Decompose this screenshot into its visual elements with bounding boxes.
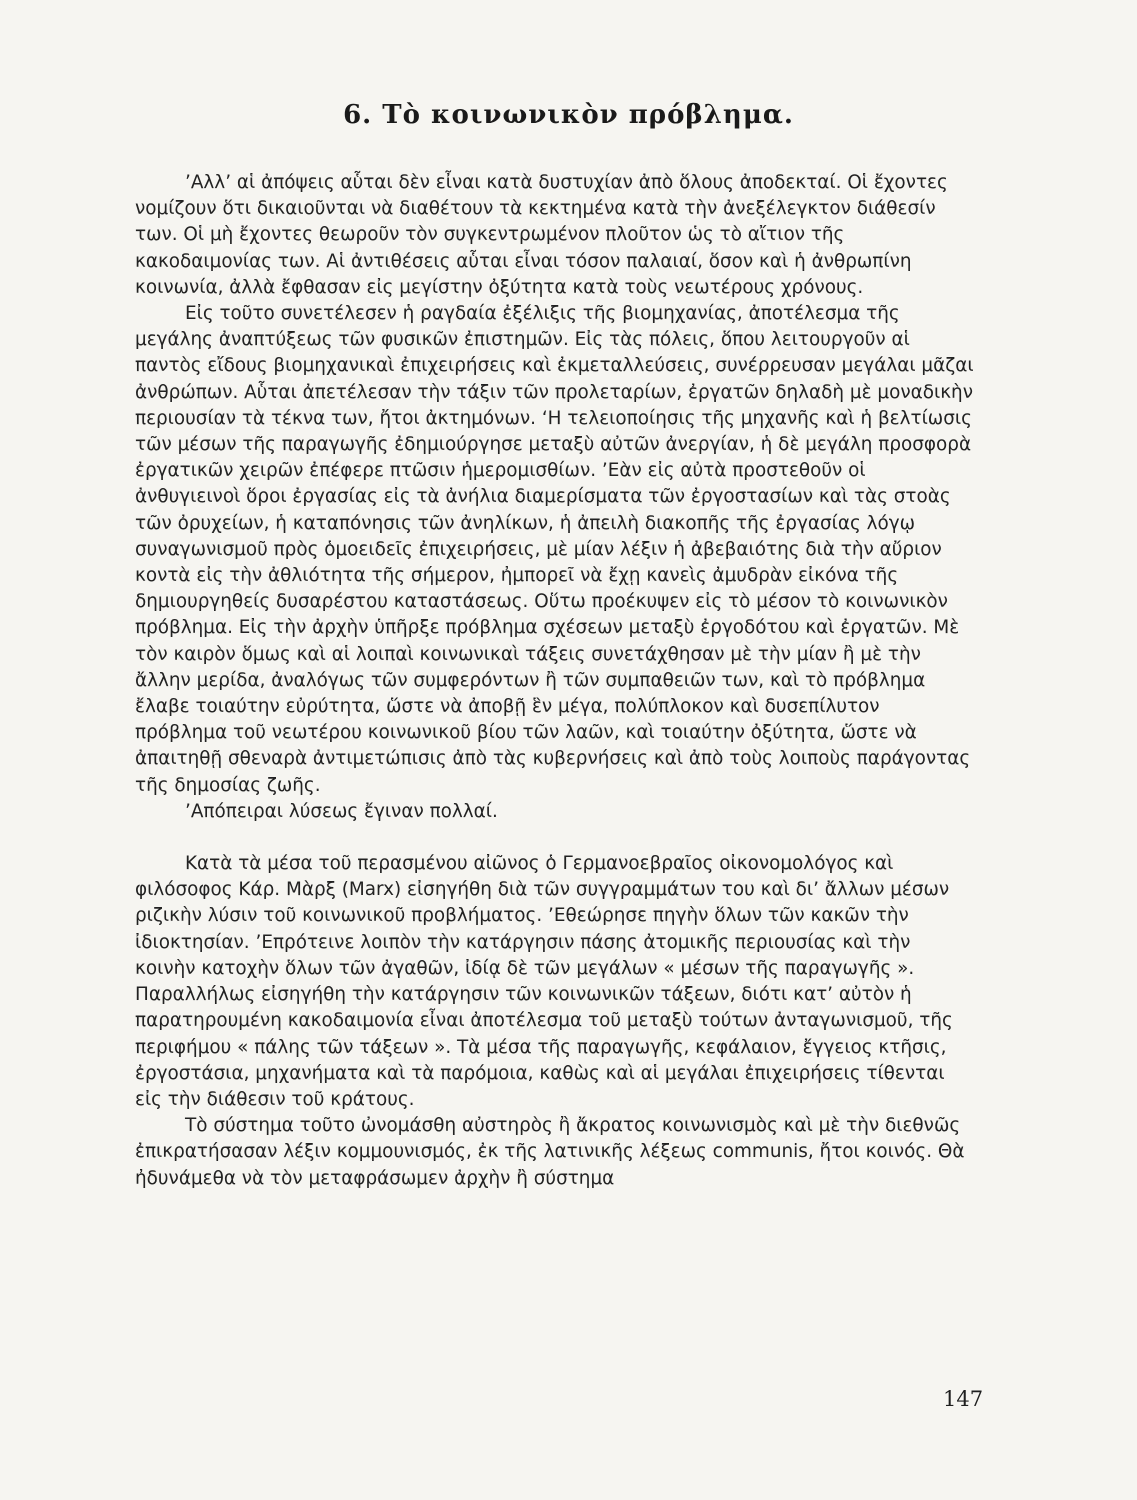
body-text — [135, 170, 975, 1192]
page-number: 147 — [943, 1387, 984, 1411]
paragraph: ’Αλλ’ αἱ ἀπόψεις αὗται δὲν εἶναι κατὰ δυστυχίαν ἀπὸ ὅλους ἀποδεκταί. Οἱ ἔχοντες νομίζουν ὅτι δικαιοῦνται νὰ διαθέτουν τὰ κεκτημένα κατὰ τὴν ἀνεξέλεγκτον διάθεσίν των. Οἱ μὴ ἔχοντες θεωροῦν τὸν συγκεντρωμένον πλοῦτον ὡς τὸ αἴτιον τῆς κακοδαιμονίας των. Αἱ ἀντιθέσεις αὗται εἶναι τόσον παλαιαί, ὅσον καὶ ἡ ἀνθρωπίνη κοινωνία, ἀλλὰ ἔφθασαν εἰς μεγίστην ὀξύτητα κατὰ τοὺς νεωτέρους χρόνους. — [135, 172, 948, 298]
paragraph: Κατὰ τὰ μέσα τοῦ περασμένου αἰῶνος ὁ Γερμανοεβραῖος οἰκονομολόγος καὶ φιλόσοφος Κάρ. Μὰρξ (Marx) εἰσηγήθη διὰ τῶν συγγραμμάτων του καὶ δι’ ἄλλων μέσων ριζικὴν λύσιν τοῦ κοινωνικοῦ προβλήματος. ’Εθεώρησε πηγὴν ὅλων τῶν κακῶν τὴν ἰδιοκτησίαν. ’Επρότεινε λοιπὸν τὴν κατάργησιν πάσης ἀτομικῆς περιουσίας καὶ τὴν κοινὴν κατοχὴν ὅλων τῶν ἀγαθῶν, ἰδίᾳ δὲ τῶν μεγάλων « μέσων τῆς παραγωγῆς ». Παραλλήλως εἰσηγήθη τὴν κατάργησιν τῶν κοινωνικῶν τάξεων, διότι κατ’ αὐτὸν ἡ παρατηρουμένη κακοδαιμονία εἶναι ἀποτέλεσμα τοῦ μεταξὺ τούτων ἀνταγωνισμοῦ, τῆς περιφήμου « πάλης τῶν τάξεων ». Τὰ μέσα τῆς παραγωγῆς, κεφάλαιον, ἔγγειος κτῆσις, ἐργοστάσια, μηχανήματα καὶ τὰ παρόμοια, καθὼς καὶ αἱ μεγάλαι ἐπιχειρήσεις τίθενται εἰς τὴν διάθεσιν τοῦ κράτους. — [135, 853, 953, 1110]
paragraph: Τὸ σύστημα τοῦτο ὠνομάσθη αὐστηρὸς ἢ ἄκρατος κοινωνισμὸς καὶ μὲ τὴν διεθνῶς ἐπικρατήσασαν λέξιν κομμουνισμός, ἐκ τῆς λατινικῆς λέξεως communis, ἤτοι κοινός. Θὰ ἠδυνάμεθα νὰ τὸν μεταφράσωμεν ἀρχὴν ἢ σύστημα — [135, 1115, 965, 1189]
paragraph: Εἰς τοῦτο συνετέλεσεν ἡ ραγδαία ἐξέλιξις τῆς βιομηχανίας, ἀποτέλεσμα τῆς μεγάλης ἀναπτύξεως τῶν φυσικῶν ἐπιστημῶν. Εἰς τὰς πόλεις, ὅπου λειτουργοῦν αἱ παντὸς εἴδους βιομηχανικαὶ ἐπιχειρήσεις καὶ ἐκμεταλλεύσεις, συνέρρευσαν μεγάλαι μᾶζαι ἀνθρώπων. Αὗται ἀπετέλεσαν τὴν τάξιν τῶν προλεταρίων, ἐργατῶν δηλαδὴ μὲ μοναδικὴν περιουσίαν τὰ τέκνα των, ἤτοι ἀκτημόνων. ‘Η τελειοποίησις τῆς μηχανῆς καὶ ἡ βελτίωσις τῶν μέσων τῆς παραγωγῆς ἐδημιούργησε μεταξὺ αὐτῶν ἀνεργίαν, ἡ δὲ μεγάλη προσφορὰ ἐργατικῶν χειρῶν ἐπέφερε πτῶσιν ἡμερομισθίων. ’Εὰν εἰς αὐτὰ προστεθοῦν οἱ ἀνθυγιεινοὶ ὅροι ἐργασίας εἰς τὰ ἀνήλια διαμερίσματα τῶν ἐργοστασίων καὶ τὰς στοὰς τῶν ὀρυχείων, ἡ καταπόνησις τῶν ἀνηλίκων, ἡ ἀπειλὴ διακοπῆς τῆς ἐργασίας λόγῳ συναγωνισμοῦ πρὸς ὁμοειδεῖς ἐπιχειρήσεις, μὲ μίαν λέξιν ἡ ἀβεβαιότης διὰ τὴν αὔριον κοντὰ εἰς τὴν ἀθλιότητα τῆς σήμερον, ἠμπορεῖ νὰ ἔχῃ κανεὶς ἀμυδρὰν εἰκόνα τῆς δημιουργηθείς δυσαρέστου καταστάσεως. Οὕτω προέκυψεν εἰς τὸ μέσον τὸ κοινωνικὸν πρόβλημα. Εἰς τὴν ἀρχὴν ὑπῆρξε πρόβλημα σχέσεων μεταξὺ ἐργοδότου καὶ ἐργατῶν. Μὲ τὸν καιρὸν ὅμως καὶ αἱ λοιπαὶ κοινωνικαὶ τάξεις συνετάχθησαν μὲ τὴν μίαν ἢ μὲ τὴν ἄλλην μερίδα, ἀναλόγως τῶν συμφερόντων ἢ τῶν συμπαθειῶν των, καὶ τὸ πρόβλημα ἔλαβε τοιαύτην εὐρύτητα, ὥστε νὰ ἀποβῇ ἓν μέγα, πολύπλοκον καὶ δυσεπίλυτον πρόβλημα τοῦ νεωτέρου κοινωνικοῦ βίου τῶν λαῶν, καὶ τοιαύτην ὀξύτητα, ὥστε νὰ ἀπαιτηθῇ σθεναρὰ ἀντιμετώπισις ἀπὸ τὰς κυβερνήσεις καὶ ἀπὸ τοὺς λοιποὺς παράγοντας τῆς δημοσίας ζωῆς. — [135, 303, 974, 796]
section-heading: 6. Τὸ κοινωνικὸν πρόβλημα. — [343, 100, 794, 130]
paragraph: ’Απόπειραι λύσεως ἔγιναν πολλαί. — [185, 800, 498, 822]
